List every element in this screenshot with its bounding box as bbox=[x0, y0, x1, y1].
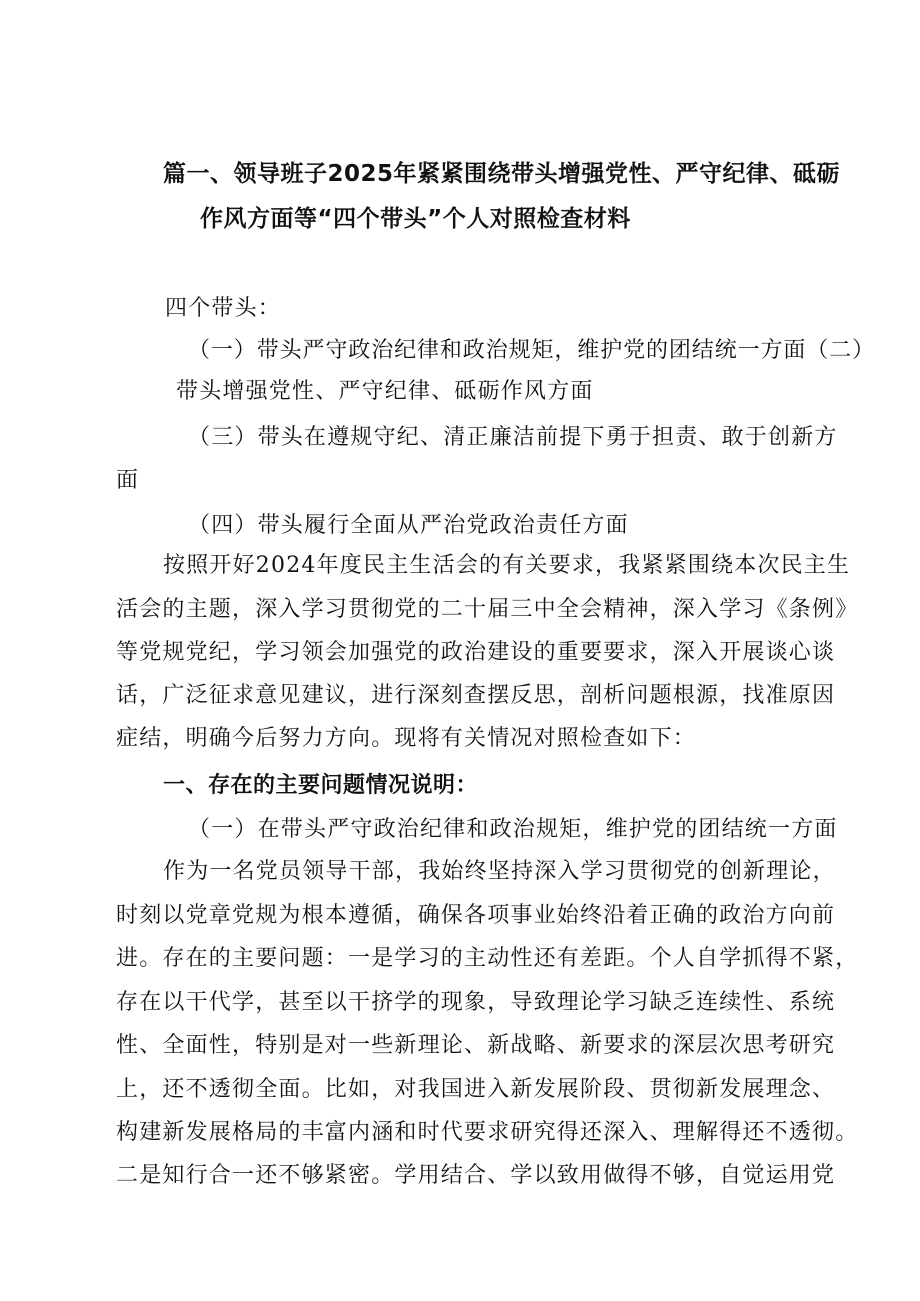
intro-item-3-line-1: （三）带头在遵规守纪、清正廉洁前提下勇于担责、敢于创新方 bbox=[188, 425, 838, 450]
paragraph-1-line-5: 症结，明确今后努力方向。现将有关情况对照检查如下： bbox=[116, 726, 697, 751]
paragraph-2-line-4: 存在以干代学，甚至以干挤学的现象，导致理论学习缺乏连续性、系统 bbox=[116, 990, 836, 1015]
subsection-1-heading: （一）在带头严守政治纪律和政治规矩，维护党的团结统一方面 bbox=[188, 817, 838, 842]
paragraph-1-line-3: 等党规党纪，学习领会加强党的政治建设的重要要求，深入开展谈心谈 bbox=[116, 640, 836, 665]
paragraph-2-line-8: 二是知行合一还不够紧密。学用结合、学以致用做得不够，自觉运用党 bbox=[116, 1163, 836, 1188]
paragraph-2-line-2: 时刻以党章党规为根本遵循，确保各项事业始终沿着正确的政治方向前 bbox=[116, 903, 836, 928]
intro-item-1-line-1: （一）带头严守政治纪律和政治规矩，维护党的团结统一方面（二） bbox=[188, 338, 876, 363]
paragraph-2-line-5: 性、全面性，特别是对一些新理论、新战略、新要求的深层次思考研究 bbox=[116, 1033, 836, 1058]
paragraph-2-line-6: 上，还不透彻全面。比如，对我国进入新发展阶段、贯彻新发展理念、 bbox=[116, 1077, 836, 1102]
document-title-line-1: 篇一、领导班子2025年紧紧围绕带头增强党性、严守纪律、砥砺 bbox=[163, 161, 841, 187]
paragraph-1-line-1: 按照开好2024年度民主生活会的有关要求，我紧紧围绕本次民主生 bbox=[163, 553, 851, 578]
paragraph-1-line-2: 活会的主题，深入学习贯彻党的二十届三中全会精神，深入学习《条例》 bbox=[116, 597, 859, 622]
intro-item-1-line-2: 带头增强党性、严守纪律、砥砺作风方面 bbox=[176, 379, 594, 404]
document-title-line-2: 作风方面等“四个带头”个人对照检查材料 bbox=[200, 206, 631, 232]
intro-label: 四个带头： bbox=[165, 296, 282, 321]
paragraph-2-line-7: 构建新发展格局的丰富内涵和时代要求研究得还深入、理解得还不透彻。 bbox=[116, 1120, 859, 1145]
paragraph-1-line-4: 话，广泛征求意见建议，进行深刻查摆反思，剖析问题根源，找准原因 bbox=[116, 683, 836, 708]
paragraph-2-line-3: 进。存在的主要问题：一是学习的主动性还有差距。个人自学抓得不紧， bbox=[116, 946, 859, 971]
intro-item-4: （四）带头履行全面从严治党政治责任方面 bbox=[188, 513, 629, 538]
paragraph-2-line-1: 作为一名党员领导干部，我始终坚持深入学习贯彻党的创新理论， bbox=[163, 859, 836, 884]
section-1-heading: 一、存在的主要问题情况说明： bbox=[163, 773, 479, 798]
intro-item-3-line-2: 面 bbox=[116, 468, 140, 493]
